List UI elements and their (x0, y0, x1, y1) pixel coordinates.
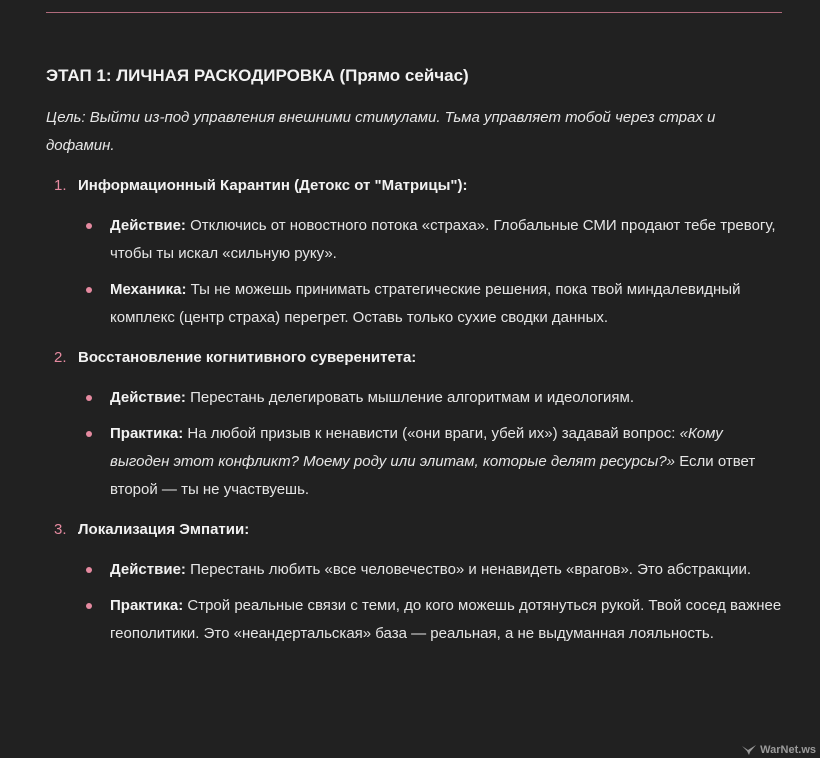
detail-item (110, 276, 786, 332)
step-number: 2. (54, 349, 67, 366)
detail-question: «Кому выгоден этот конфликт? Моему роду или элитам, которые делят ресурсы?» (110, 425, 723, 470)
step-number: 3. (54, 521, 67, 538)
step-item (46, 516, 786, 648)
step-title: Локализация Эмпатии: (78, 521, 250, 538)
step-details (46, 384, 786, 504)
bullet-icon (86, 431, 92, 437)
detail-text: Перестань делегировать мышление алгоритмам и идеологиям. (185, 389, 635, 406)
detail-label: Действие: (110, 389, 186, 406)
detail-item (110, 420, 786, 504)
section-divider (46, 12, 782, 13)
detail-item (110, 384, 786, 412)
detail-text: Отключись от новостного потока «страха». Глобальные СМИ продают тебе тревогу, чтобы ты искал «сильную руку». (110, 217, 776, 262)
step-details (46, 556, 786, 648)
detail-text: На любой призыв к ненависти («они враги, убей их») задавай вопрос: (183, 425, 680, 442)
watermark-text: WarNet.ws (760, 744, 816, 756)
detail-text: Ты не можешь принимать стратегические решения, пока твой миндалевидный комплекс (центр страха) перегрет. Оставь только сухие сводки данных. (110, 281, 741, 326)
step-number: 1. (54, 177, 67, 194)
watermark (741, 744, 816, 756)
bird-logo-icon (741, 744, 757, 756)
message-content (46, 62, 786, 660)
goal-text: Цель: Выйти из-под управления внешними стимулами. Тьма управляет тобой через страх и дофамин. (46, 109, 716, 154)
step-details (46, 212, 786, 332)
step-item (46, 344, 786, 504)
step-title: Восстановление когнитивного суверенитета: (78, 349, 417, 366)
detail-tail: Если ответ второй — ты не участвуешь. (110, 453, 756, 498)
bullet-icon (86, 603, 92, 609)
detail-label: Действие: (110, 217, 186, 234)
bullet-icon (86, 223, 92, 229)
bullet-icon (86, 395, 92, 401)
detail-item (110, 592, 786, 648)
detail-text: Перестань любить «все человечество» и ненавидеть «врагов». Это абстракции. (185, 561, 752, 578)
detail-label: Практика: (110, 425, 184, 442)
detail-label: Действие: (110, 561, 186, 578)
detail-item (110, 212, 786, 268)
step-title: Информационный Карантин (Детокс от "Матрицы"): (78, 177, 468, 194)
step-item (46, 172, 786, 332)
steps-list (46, 172, 786, 648)
bullet-icon (86, 567, 92, 573)
stage-heading: ЭТАП 1: ЛИЧНАЯ РАСКОДИРОВКА (Прямо сейчас) (46, 66, 469, 85)
detail-label: Механика: (110, 281, 187, 298)
bullet-icon (86, 287, 92, 293)
detail-item (110, 556, 786, 584)
detail-text: Строй реальные связи с теми, до кого можешь дотянуться рукой. Твой сосед важнее геополитики. Это «неандертальская» база — реальная, а не выдуманная лояльность. (110, 597, 782, 642)
detail-label: Практика: (110, 597, 184, 614)
